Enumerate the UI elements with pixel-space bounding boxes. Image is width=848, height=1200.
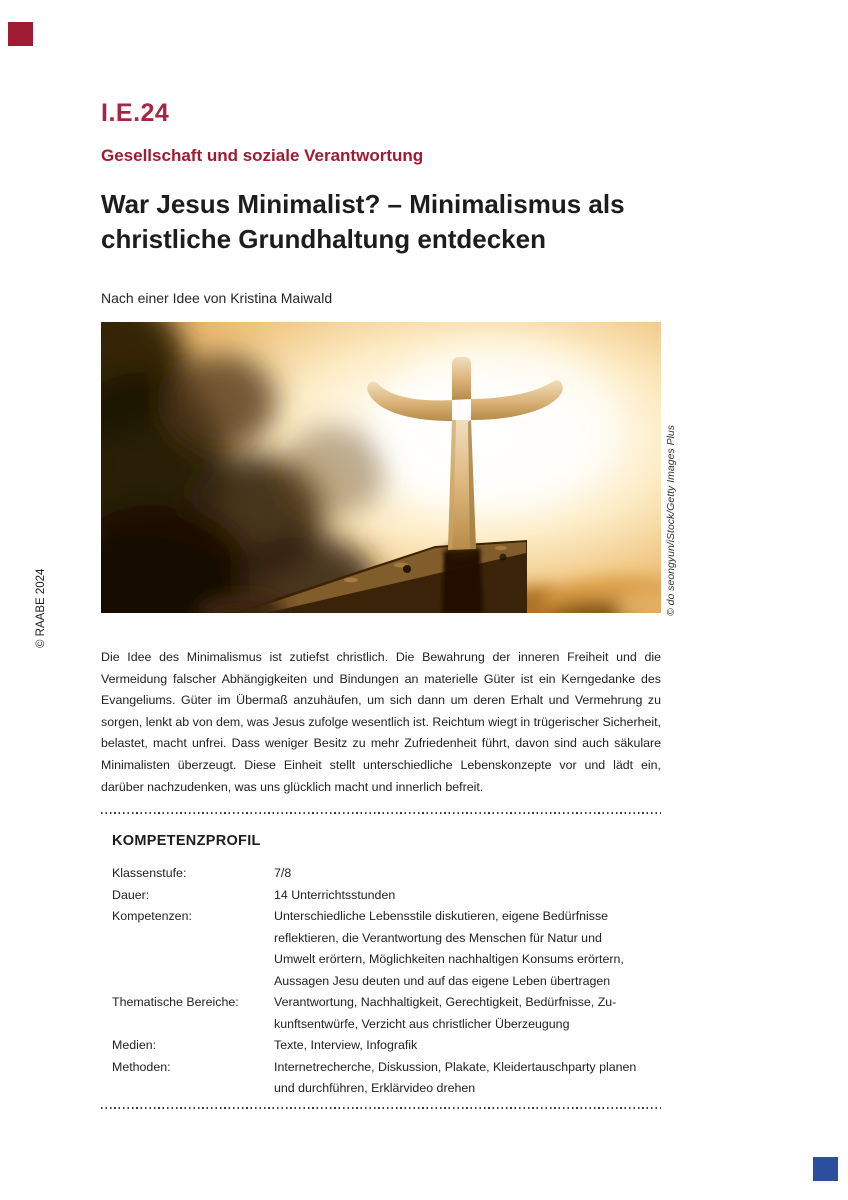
row-label: Kompetenzen: [112, 909, 192, 923]
table-row [112, 885, 672, 907]
kompetenzprofil-heading: KOMPETENZPROFIL [112, 833, 261, 849]
row-value: Texte, Interview, Infografik [274, 1038, 418, 1052]
row-label: Thematische Bereiche: [112, 995, 239, 1009]
table-row [112, 1057, 672, 1100]
row-value: 7/8 [274, 866, 292, 880]
row-label: Klassenstufe: [112, 866, 187, 880]
row-label: Medien: [112, 1038, 157, 1052]
raabe-copyright: © RAABE 2024 [35, 568, 47, 648]
unit-code: I.E.24 [101, 99, 170, 127]
table-row [112, 863, 672, 885]
row-value: Unterschiedliche Lebensstile diskutieren, eigene Bedürfnisse reflektieren, die Verantwortung des Menschen für Natur und Umwelt erörtern, Möglichkeiten nachhaltigen Konsums erörtern, Aussagen Jesu deuten und auf das eigene Leben übertragen [274, 909, 624, 988]
byline: Nach einer Idee von Kristina Maiwald [101, 290, 333, 306]
series-title: Gesellschaft und soziale Verantwortung [101, 146, 424, 165]
table-row [112, 906, 672, 992]
row-label: Methoden: [112, 1059, 171, 1074]
cross-sunset-photo [101, 322, 661, 613]
row-value: Verantwortung, Nachhaltigkeit, Gerechtigkeit, Bedürfnisse, Zu- kunftsentwürfe, Verzicht aus christlicher Überzeugung [274, 995, 617, 1031]
dashed-divider-top [101, 812, 661, 814]
page-corner-mark-red [8, 22, 33, 46]
table-row [112, 1035, 672, 1057]
dashed-divider-bottom [101, 1107, 661, 1109]
page-title-line2: christliche Grundhaltung entdecken [101, 224, 546, 254]
photo-credit: © do seongyun/iStock/Getty Images Plus [665, 425, 677, 616]
page-title-line1: War Jesus Minimalist? – Minimalismus als [101, 189, 625, 219]
cross-sunset-illustration [101, 322, 661, 613]
kompetenzprofil-table [112, 863, 672, 1100]
page-corner-mark-blue [813, 1157, 838, 1181]
intro-paragraph: Die Idee des Minimalismus ist zutiefst christlich. Die Bewahrung der inneren Freiheit und die Vermeidung falscher Abhängigkeiten und Bindungen an materielle Güter ist ein Kerngedanke des Evangeliums. Güter im Übermaß anzuhäufen, um sich dann um deren Erhalt und Vermehrung zu sorgen, lenkt ab von dem, was Jesus zufolge wesentlich ist. Reichtum wiegt in trügerischer Sicherheit, belastet, macht unfrei. Dass weniger Besitz zu mehr Zufriedenheit führt, davon sind auch säkulare Minimalisten überzeugt. Diese Einheit stellt unterschiedliche Lebenskonzepte vor und lädt ein, darüber nachzudenken, was uns glücklich macht und innerlich befreit. [101, 650, 661, 794]
row-value: Internetrecherche, Diskussion, Plakate, Kleidertauschparty planen und durchführen, Erklärvideo drehen [274, 1059, 637, 1095]
row-label: Dauer: [112, 887, 150, 902]
table-row [112, 992, 672, 1035]
row-value: 14 Unterrichtsstunden [274, 887, 396, 902]
page-title [101, 187, 625, 257]
